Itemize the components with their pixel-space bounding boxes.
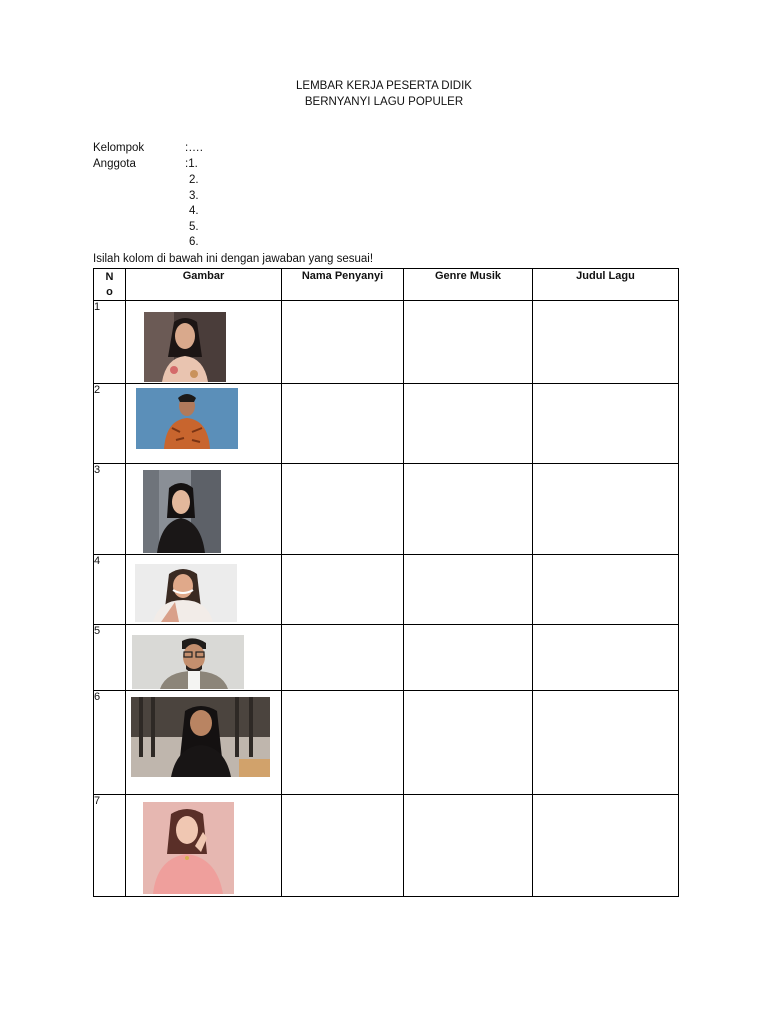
singer-photo [136,388,238,449]
genre-musik-cell[interactable] [404,625,533,691]
row-number: 3 [94,464,126,555]
kelompok-label: Kelompok [93,142,145,154]
anggota-number-4: 4. [189,205,199,217]
genre-musik-cell[interactable] [404,691,533,795]
header-no-line2: o [106,286,113,298]
header-no-line1: N [105,271,114,283]
singer-photo [143,802,234,894]
judul-lagu-cell[interactable] [533,384,679,464]
singer-photo-7-image [143,802,234,894]
singer-photo-6-image [131,697,270,777]
nama-penyanyi-cell[interactable] [282,691,404,795]
gambar-cell [126,384,282,464]
gambar-cell [126,625,282,691]
judul-lagu-cell[interactable] [533,301,679,384]
genre-musik-cell[interactable] [404,795,533,897]
nama-penyanyi-cell[interactable] [282,384,404,464]
singer-photo-4-image [135,564,237,622]
anggota-number-3: 3. [189,190,199,202]
worksheet-subtitle: BERNYANYI LAGU POPULER [304,96,464,108]
judul-lagu-cell[interactable] [533,464,679,555]
anggota-number-1: :1. [185,158,198,170]
judul-lagu-cell[interactable] [533,625,679,691]
nama-penyanyi-cell[interactable] [282,301,404,384]
singer-photo-2-image [136,388,238,449]
nama-penyanyi-cell[interactable] [282,464,404,555]
table-row [94,691,679,795]
kelompok-value: :…. [185,142,203,154]
header-genre-musik: Genre Musik [404,269,533,301]
judul-lagu-cell[interactable] [533,795,679,897]
genre-musik-cell[interactable] [404,555,533,625]
table-row [94,464,679,555]
header-judul-lagu: Judul Lagu [533,269,679,301]
gambar-cell [126,555,282,625]
row-number: 4 [94,555,126,625]
table-row [94,795,679,897]
row-number: 6 [94,691,126,795]
worksheet-title: LEMBAR KERJA PESERTA DIDIK [296,80,472,92]
judul-lagu-cell[interactable] [533,691,679,795]
anggota-number-6: 6. [189,236,199,248]
gambar-cell [126,691,282,795]
anggota-label: Anggota [93,158,136,170]
singer-photo-5-image [132,635,244,689]
singer-photo [131,697,270,777]
anggota-number-5: 5. [189,221,199,233]
table-row [94,625,679,691]
genre-musik-cell[interactable] [404,301,533,384]
header-no [94,269,126,301]
table-header-row [94,269,679,301]
table-row [94,555,679,625]
singer-photo-3-image [143,470,221,553]
row-number: 7 [94,795,126,897]
nama-penyanyi-cell[interactable] [282,795,404,897]
table-row [94,301,679,384]
row-number: 5 [94,625,126,691]
genre-musik-cell[interactable] [404,464,533,555]
singer-table [93,268,679,897]
header-nama-penyanyi: Nama Penyanyi [282,269,404,301]
row-number: 2 [94,384,126,464]
gambar-cell [126,301,282,384]
nama-penyanyi-cell[interactable] [282,625,404,691]
instruction-text: Isilah kolom di bawah ini dengan jawaban yang sesuai! [93,253,374,265]
nama-penyanyi-cell[interactable] [282,555,404,625]
anggota-number-2: 2. [189,174,199,186]
singer-photo [143,470,221,553]
singer-photo [132,635,244,689]
gambar-cell [126,795,282,897]
genre-musik-cell[interactable] [404,384,533,464]
row-number: 1 [94,301,126,384]
judul-lagu-cell[interactable] [533,555,679,625]
table-row [94,384,679,464]
singer-photo [144,312,226,382]
singer-photo [135,564,237,622]
singer-photo-1-image [144,312,226,382]
header-gambar: Gambar [126,269,282,301]
gambar-cell [126,464,282,555]
